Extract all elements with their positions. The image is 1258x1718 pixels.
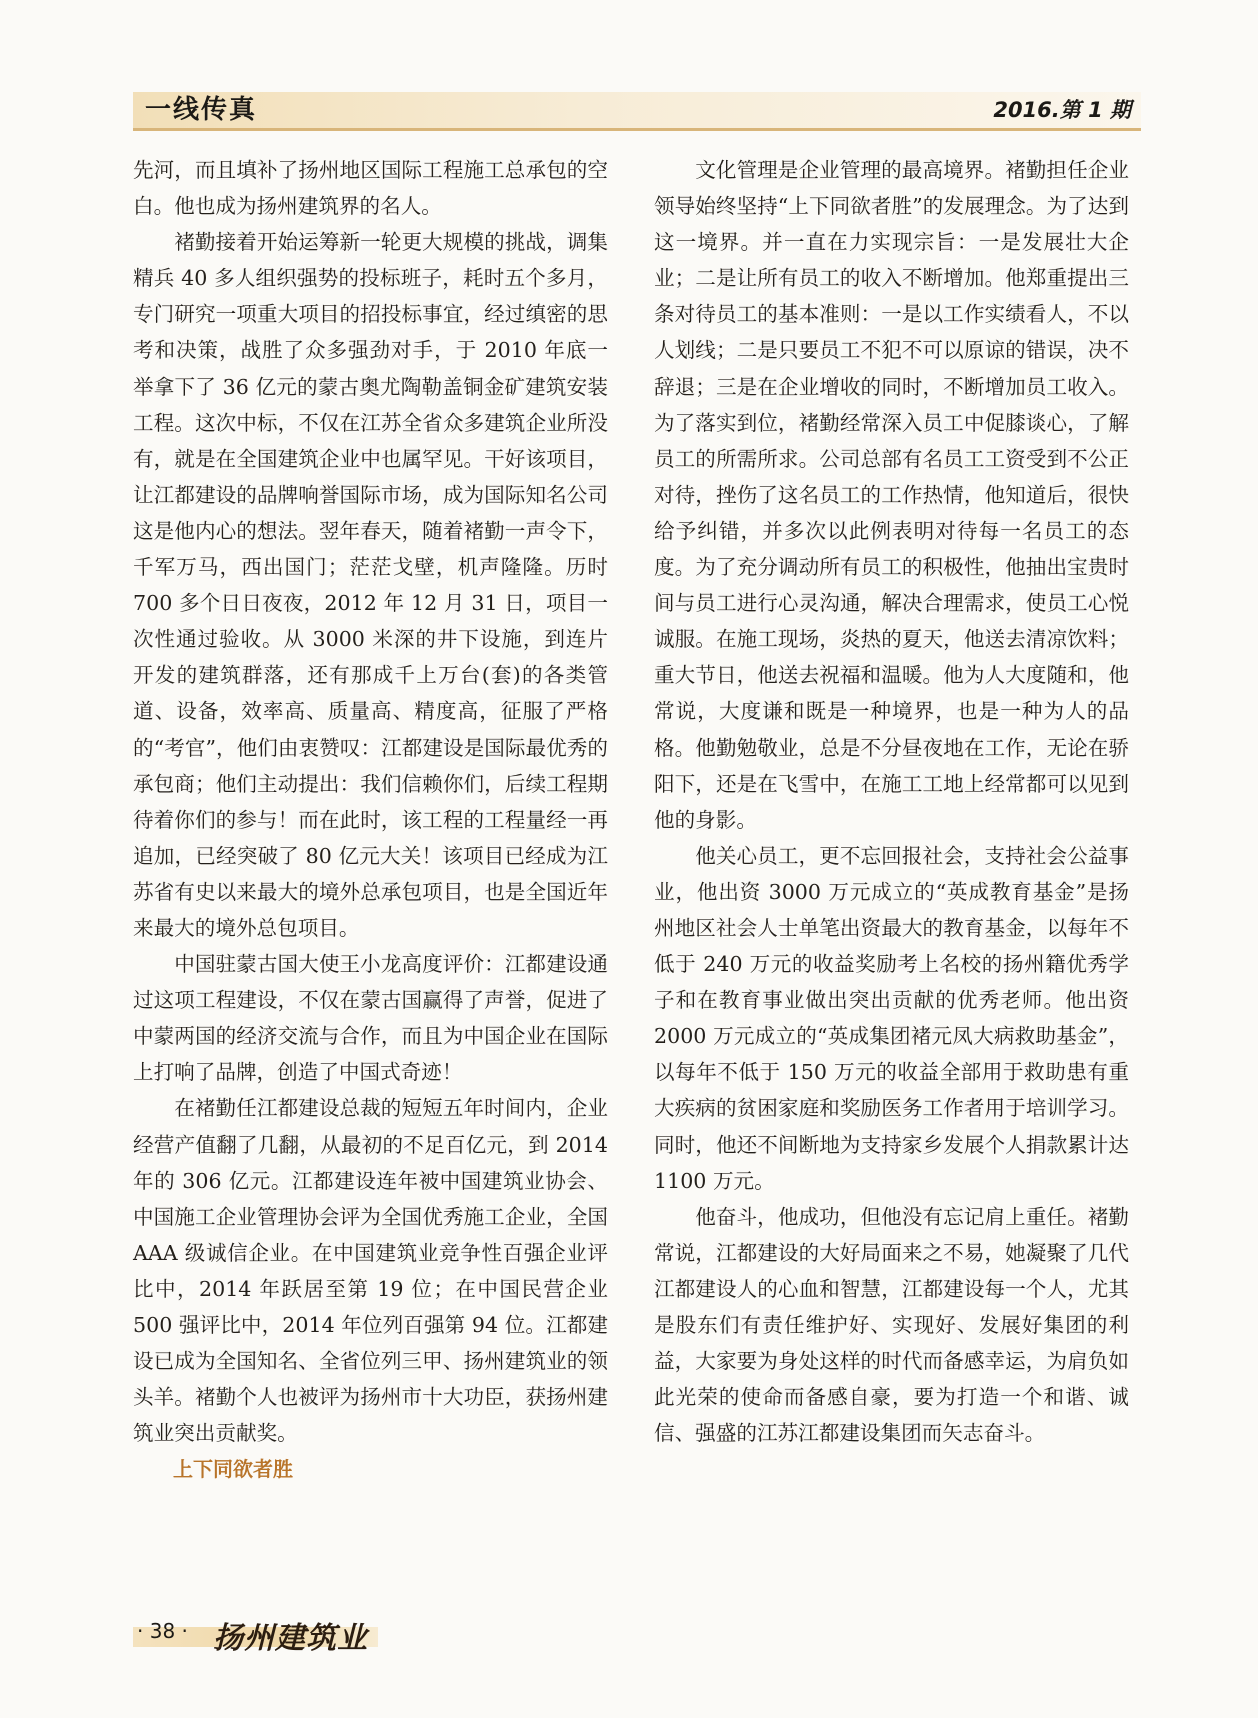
paragraph: 在褚勤任江都建设总裁的短短五年时间内，企业经营产值翻了几翻，从最初的不足百亿元，到 2014 年的 306 亿元。江都建设连年被中国建筑业协会、中国施工企业管理协会评为全国优秀施工企业，全国 AAA 级诚信企业。在中国建筑业竞争性百强企业评比中，2014 年跃居至第 19 位；在中国民营企业 500 强评比中，2014 年位列百强第 94 位。江都建设已成为全国知名、全省位列三甲、扬州建筑业的领头羊。褚勤个人也被评为扬州市十大功臣，获扬州建筑业突出贡献奖。 (133, 1096, 608, 1446)
page-header (133, 92, 1141, 132)
paragraph: 他关心员工，更不忘回报社会，支持社会公益事业，他出资 3000 万元成立的“英成教育基金”是扬州地区社会人士单笔出资最大的教育基金，以每年不低于 240 万元的收益奖励考上名校的扬州籍优秀学子和在教育事业做出突出贡献的优秀老师。他出资 2000 万元成立的“英成集团褚元凤大病救助基金”，以每年不低于 150 万元的收益全部用于救助患有重大疾病的贫困家庭和奖励医务工作者用于培训学习。同时，他还不间断地为支持家乡发展个人捐款累计达 1100 万元。 (654, 843, 1129, 1193)
issue-label: 2016.第 1 期 (993, 98, 1131, 122)
paragraph: 褚勤接着开始运筹新一轮更大规模的挑战，调集精兵 40 多人组织强势的投标班子，耗时五个多月，专门研究一项重大项目的招投标事宜，经过缜密的思考和决策，战胜了众多强劲对手，于 2010 年底一举拿下了 36 亿元的蒙古奥尤陶勒盖铜金矿建筑安装工程。这次中标，不仅在江苏全省众多建筑企业所没有，就是在全国建筑企业中也属罕见。干好该项目，让江都建设的品牌响誉国际市场，成为国际知名公司这是他内心的想法。翌年春天，随着褚勤一声令下，千军万马，西出国门；茫茫戈壁，机声隆隆。历时 700 多个日日夜夜，2012 年 12 月 31 日，项目一次性通过验收。从 3000 米深的井下设施，到连片开发的建筑群落，还有那成千上万台(套)的各类管道、设备，效率高、质量高、精度高，征服了严格的“考官”，他们由衷赞叹：江都建设是国际最优秀的承包商；他们主动提出：我们信赖你们，后续工程期待着你们的参与！而在此时，该工程的工程量经一再追加，已经突破了 80 亿元大关！该项目已经成为江苏省有史以来最大的境外总承包项目，也是全国近年来最大的境外总包项目。 (133, 230, 608, 940)
section-title: 一线传真 (145, 95, 258, 125)
left-column (133, 152, 608, 1487)
paragraph: 先河，而且填补了扬州地区国际工程施工总承包的空白。他也成为扬州建筑界的名人。 (133, 158, 608, 219)
header-band (133, 92, 1141, 128)
paragraph: 中国驻蒙古国大使王小龙高度评价：江都建设通过这项工程建设，不仅在蒙古国赢得了声誉，促进了中蒙两国的经济交流与合作，而且为中国企业在国际上打响了品牌，创造了中国式奇迹！ (133, 952, 608, 1085)
header-rule (133, 128, 1141, 131)
paragraph: 文化管理是企业管理的最高境界。褚勤担任企业领导始终坚持“上下同欲者胜”的发展理念。为了达到这一境界。并一直在力实现宗旨：一是发展壮大企业；二是让所有员工的收入不断增加。他郑重提出三条对待员工的基本准则：一是以工作实绩看人，不以人划线；二是只要员工不犯不可以原谅的错误，决不辞退；三是在企业增收的同时，不断增加员工收入。为了落实到位，褚勤经常深入员工中促膝谈心，了解员工的所需所求。公司总部有名员工工资受到不公正对待，挫伤了这名员工的工作热情，他知道后，很快给予纠错，并多次以此例表明对待每一名员工的态度。为了充分调动所有员工的积极性，他抽出宝贵时间与员工进行心灵沟通，解决合理需求，使员工心悦诚服。在施工现场，炎热的夏天，他送去清凉饮料；重大节日，他送去祝福和温暖。他为人大度随和，他常说，大度谦和既是一种境界，也是一种为人的品格。他勤勉敬业，总是不分昼夜地在工作，无论在骄阳下，还是在飞雪中，在施工工地上经常都可以见到他的身影。 (654, 158, 1129, 832)
magazine-logo: 扬州建筑业 (213, 1621, 368, 1656)
right-column (654, 152, 1129, 1451)
page-footer (133, 1615, 378, 1655)
page-number: · 38 · (137, 1619, 188, 1643)
paragraph: 他奋斗，他成功，但他没有忘记肩上重任。褚勤常说，江都建设的大好局面来之不易，她凝聚了几代江都建设人的心血和智慧，江都建设每一个人，尤其是股东们有责任维护好、实现好、发展好集团的利益，大家要为身处这样的时代而备感幸运，为肩负如此光荣的使命而备感自豪，要为打造一个和谐、诚信、强盛的江苏江都建设集团而矢志奋斗。 (654, 1204, 1129, 1446)
section-subheading: 上下同欲者胜 (173, 1457, 293, 1482)
